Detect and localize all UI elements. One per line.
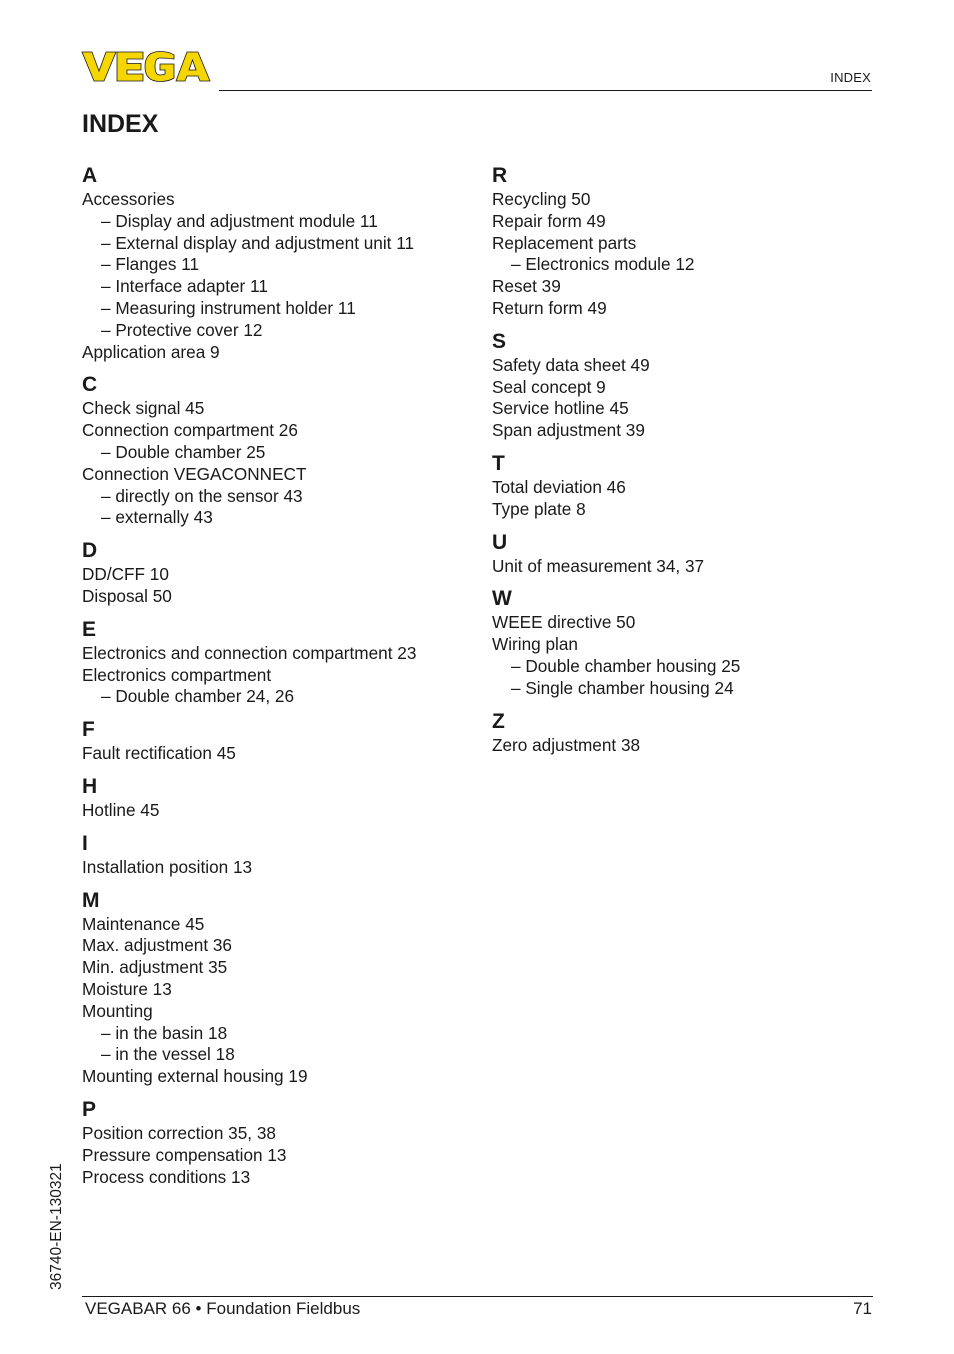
index-entry: Application area 9 xyxy=(82,341,220,362)
index-entry: Max. adjustment 36 xyxy=(82,935,232,956)
section-letter: T xyxy=(492,451,505,475)
index-entry: Zero adjustment 38 xyxy=(492,734,641,755)
index-section-s xyxy=(492,329,892,442)
section-letter: W xyxy=(492,587,512,611)
section-letter: R xyxy=(492,164,508,187)
index-column-left xyxy=(82,163,482,1197)
index-entry: Min. adjustment 35 xyxy=(82,957,228,978)
index-section-p xyxy=(82,1097,482,1188)
index-section-u xyxy=(492,530,892,578)
index-entry: Return form 49 xyxy=(492,297,607,318)
index-entry: Electronics and connection compartment 23 xyxy=(82,642,417,663)
index-entry: Replacement parts xyxy=(492,232,637,253)
index-entry: Recycling 50 xyxy=(492,189,591,209)
index-entry: WEEE directive 50 xyxy=(492,612,636,633)
index-section-c xyxy=(82,372,482,529)
index-section-f xyxy=(82,717,482,765)
index-section-t xyxy=(492,451,892,521)
index-entry: Check signal 45 xyxy=(82,398,205,419)
index-section-w xyxy=(492,586,892,699)
index-section-a xyxy=(82,163,482,363)
index-entry: Service hotline 45 xyxy=(492,398,629,419)
index-entry: Accessories xyxy=(82,189,175,209)
index-entry: Type plate 8 xyxy=(492,498,586,519)
index-section-h xyxy=(82,774,482,822)
index-subentry: – Flanges 11 xyxy=(101,254,200,275)
index-subentry: – Display and adjustment module 11 xyxy=(101,210,378,231)
section-letter: H xyxy=(82,774,98,798)
section-letter: E xyxy=(82,617,97,641)
section-letter: S xyxy=(492,329,507,353)
footer-document-title: VEGABAR 66 • Foundation Fieldbus xyxy=(85,1299,361,1318)
index-entry: Reset 39 xyxy=(492,276,561,297)
index-subentry: – in the basin 18 xyxy=(101,1022,228,1043)
section-letter: D xyxy=(82,539,98,563)
index-section-r xyxy=(492,163,892,320)
index-column-right xyxy=(492,163,892,765)
index-subentry: – Measuring instrument holder 11 xyxy=(101,297,356,318)
section-letter: P xyxy=(82,1097,97,1121)
index-entry: Mounting xyxy=(82,1000,153,1021)
footer-rule xyxy=(82,1296,873,1297)
section-letter: U xyxy=(492,530,508,554)
section-letter: M xyxy=(82,888,100,912)
index-subentry: – Protective cover 12 xyxy=(101,319,263,340)
index-entry: Safety data sheet 49 xyxy=(492,354,650,375)
section-letter: A xyxy=(82,164,98,187)
section-letter: C xyxy=(82,373,98,397)
header-rule xyxy=(219,90,872,91)
index-entry: DD/CFF 10 xyxy=(82,564,169,585)
index-subentry: – in the vessel 18 xyxy=(101,1044,235,1065)
index-entry: Seal concept 9 xyxy=(492,376,606,397)
index-subentry: – Electronics module 12 xyxy=(511,254,695,275)
index-subentry: – External display and adjustment unit 11 xyxy=(101,232,415,253)
index-section-m xyxy=(82,888,482,1088)
vega-logo xyxy=(81,50,211,83)
index-entry: Process conditions 13 xyxy=(82,1166,251,1187)
section-letter: Z xyxy=(492,709,505,733)
index-entry: Disposal 50 xyxy=(82,585,172,606)
index-entry: Mounting external housing 19 xyxy=(82,1066,308,1087)
index-entry: Fault rectification 45 xyxy=(82,743,236,764)
index-entry: Installation position 13 xyxy=(82,856,253,877)
index-entry: Connection compartment 26 xyxy=(82,420,298,441)
index-subentry: – Interface adapter 11 xyxy=(101,276,268,297)
document-code: 36740-EN-130321 xyxy=(48,1163,65,1290)
index-entry: Pressure compensation 13 xyxy=(82,1144,287,1165)
index-entry: Position correction 35, 38 xyxy=(82,1122,276,1143)
index-subentry: – Double chamber 25 xyxy=(101,441,266,462)
index-section-e xyxy=(82,617,482,708)
index-entry: Moisture 13 xyxy=(82,978,172,999)
index-entry: Maintenance 45 xyxy=(82,913,205,934)
running-header: INDEX xyxy=(830,70,871,85)
index-entry: Total deviation 46 xyxy=(492,476,626,497)
index-entry: Wiring plan xyxy=(492,634,578,655)
index-entry: Span adjustment 39 xyxy=(492,420,645,441)
page-title: INDEX xyxy=(82,110,159,138)
index-entry: Repair form 49 xyxy=(492,210,606,231)
section-letter: F xyxy=(82,718,95,742)
index-section-i xyxy=(82,831,482,879)
index-subentry: – externally 43 xyxy=(101,507,213,528)
page-number: 71 xyxy=(853,1299,872,1318)
index-entry: Electronics compartment xyxy=(82,664,272,685)
index-section-z xyxy=(492,709,892,757)
index-section-d xyxy=(82,538,482,608)
index-entry: Connection VEGACONNECT xyxy=(82,463,307,484)
index-entry: Hotline 45 xyxy=(82,799,160,820)
index-subentry: – directly on the sensor 43 xyxy=(101,485,303,506)
index-subentry: – Single chamber housing 24 xyxy=(511,677,734,698)
index-subentry: – Double chamber housing 25 xyxy=(511,655,741,676)
index-entry: Unit of measurement 34, 37 xyxy=(492,555,705,576)
section-letter: I xyxy=(82,831,88,855)
index-subentry: – Double chamber 24, 26 xyxy=(101,686,295,707)
